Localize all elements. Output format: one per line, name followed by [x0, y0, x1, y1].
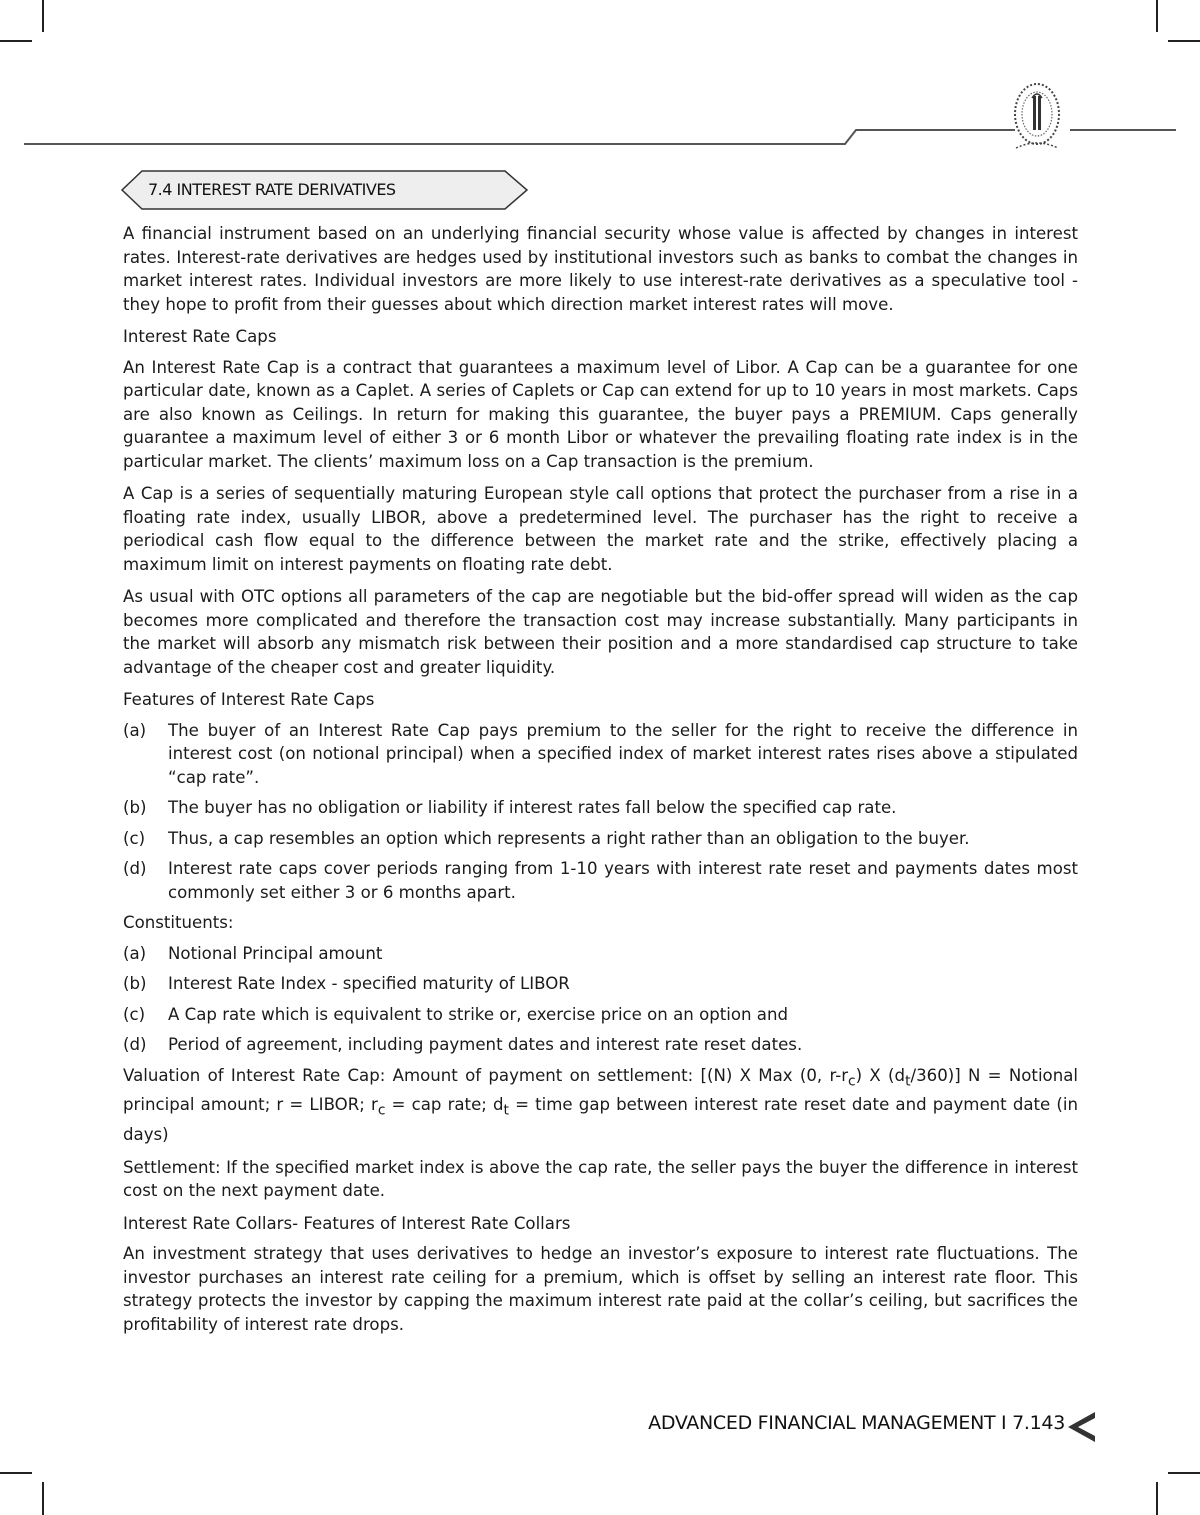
- list-item: [123, 942, 1078, 966]
- chevron-left-icon: [1062, 1410, 1098, 1444]
- crop-mark: [0, 40, 32, 42]
- caps-paragraph-3: As usual with OTC options all parameters of the cap are negotiable but the bid-offer spread will widen as the cap becomes more complicated and therefore the transaction cost may increase substantially. Many participants in the market will absorb any mismatch risk between their position and a more standardised cap structure to take advantage of the cheaper cost and greater liquidity.: [123, 587, 1078, 677]
- list-item-label: (d): [123, 1035, 147, 1054]
- valuation-subscript: c: [848, 1072, 856, 1089]
- valuation-paragraph: [123, 1064, 1078, 1147]
- list-item-text: The buyer of an Interest Rate Cap pays premium to the seller for the right to receive the difference in interest cost (on notional principal) when a specified index of market interest rates rises above a stipulated “cap rate”.: [168, 720, 1078, 787]
- collars-paragraph: An investment strategy that uses derivatives to hedge an investor’s exposure to interest rate fluctuations. The investor purchases an interest rate ceiling for a premium, which is offset by selling an interest rate floor. This strategy protects the investor by capping the maximum interest rate paid at the collar’s ceiling, but sacrifices the profitability of interest rate drops.: [123, 1244, 1078, 1334]
- collars-heading: Interest Rate Collars- Features of Interest Rate Collars: [123, 1213, 571, 1233]
- intro-paragraph: A financial instrument based on an underlying financial security whose value is affected by changes in interest rates. Interest-rate derivatives are hedges used by institutional investors such as banks to combat the changes in market interest rates. Individual investors are more likely to use interest-rate derivatives as a speculative tool - they hope to profit from their guesses about which direction market interest rates will move.: [123, 224, 1078, 314]
- crop-mark: [1156, 0, 1158, 32]
- list-item-text: A Cap rate which is equivalent to strike or, exercise price on an option and: [168, 1004, 789, 1024]
- settlement-paragraph: [123, 1156, 1078, 1203]
- list-item: [123, 972, 1078, 996]
- list-item-label: (a): [123, 720, 147, 740]
- valuation-subscript: c: [377, 1102, 386, 1119]
- features-heading: Features of Interest Rate Caps: [123, 690, 375, 709]
- caps-heading: Interest Rate Caps: [123, 327, 277, 346]
- list-item-label: (d): [123, 859, 147, 878]
- crop-mark: [42, 1482, 44, 1515]
- valuation-label: Valuation of Interest Rate Cap: [123, 1065, 380, 1085]
- valuation-text: : Amount of payment on settlement: [(N) X Max (0, r-r: [379, 1065, 849, 1085]
- list-item-text: The buyer has no obligation or liability if interest rates fall below the specified cap rate.: [168, 798, 897, 817]
- caps-paragraph-1: An Interest Rate Cap is a contract that guarantees a maximum level of Libor. A Cap can be a guarantee for one particular date, known as a Caplet. A series of Caplets or Cap can extend for up to 10 years in most markets. Caps are also known as Ceilings. In return for making this guarantee, the buyer pays a PREMIUM. Caps generally guarantee a maximum level of either 3 or 6 month Libor or whatever the prevailing floating rate index is in the particular market. The clients’ maximum loss on a Cap transaction is the premium.: [123, 357, 1078, 471]
- crop-mark: [1168, 40, 1200, 42]
- settlement-text: : If the specified market index is above the cap rate, the seller pays the buyer the difference in interest cost on the next payment date.: [123, 1157, 1078, 1201]
- valuation-text: /360)] N = Notional principal amount; r = LIBOR; r: [123, 1065, 1078, 1115]
- list-item: [123, 827, 1078, 851]
- crop-mark: [0, 1472, 32, 1474]
- list-item-label: (b): [123, 974, 147, 993]
- list-item-text: Interest rate caps cover periods ranging from 1-10 years with interest rate reset and payments dates most commonly set either 3 or 6 months apart.: [168, 859, 1078, 902]
- main-content: [123, 222, 1078, 1345]
- list-item: [123, 796, 1078, 820]
- constituents-heading: Constituents:: [123, 913, 234, 932]
- valuation-text: = time gap between interest rate reset date and payment date (in days): [123, 1095, 1078, 1145]
- settlement-label: Settlement: [123, 1157, 215, 1177]
- crop-mark: [1156, 1482, 1158, 1515]
- list-item: [123, 719, 1078, 790]
- valuation-text: = cap rate; d: [385, 1095, 504, 1115]
- valuation-text: ) X (d: [855, 1065, 906, 1085]
- list-item-text: Thus, a cap resembles an option which represents a right rather than an obligation to the buyer.: [168, 828, 970, 848]
- list-item: [123, 1033, 1078, 1057]
- crop-mark: [42, 0, 44, 32]
- institute-logo-icon: [1008, 78, 1066, 156]
- page-footer: ADVANCED FINANCIAL MANAGEMENT I 7.143: [648, 1412, 1065, 1434]
- crop-mark: [1168, 1472, 1200, 1474]
- list-item-text: Period of agreement, including payment dates and interest rate reset dates.: [168, 1035, 803, 1054]
- section-tab: [120, 170, 530, 210]
- list-item: [123, 857, 1078, 904]
- list-item-text: Notional Principal amount: [168, 943, 383, 963]
- list-item-label: (c): [123, 828, 146, 848]
- list-item-label: (b): [123, 798, 147, 817]
- section-title: 7.4 INTEREST RATE DERIVATIVES: [148, 180, 396, 199]
- caps-paragraph-2: A Cap is a series of sequentially maturing European style call options that protect the purchaser from a rise in a floating rate index, usually LIBOR, above a predetermined level. The purchaser has the right to receive a periodical cash flow equal to the difference between the market rate and the strike, effectively placing a maximum limit on interest payments on floating rate debt.: [123, 484, 1078, 574]
- list-item: [123, 1003, 1078, 1027]
- valuation-subscript: t: [503, 1102, 509, 1119]
- valuation-subscript: t: [905, 1072, 911, 1089]
- list-item-text: Interest Rate Index - specified maturity of LIBOR: [168, 974, 570, 993]
- list-item-label: (a): [123, 943, 147, 963]
- list-item-label: (c): [123, 1004, 146, 1024]
